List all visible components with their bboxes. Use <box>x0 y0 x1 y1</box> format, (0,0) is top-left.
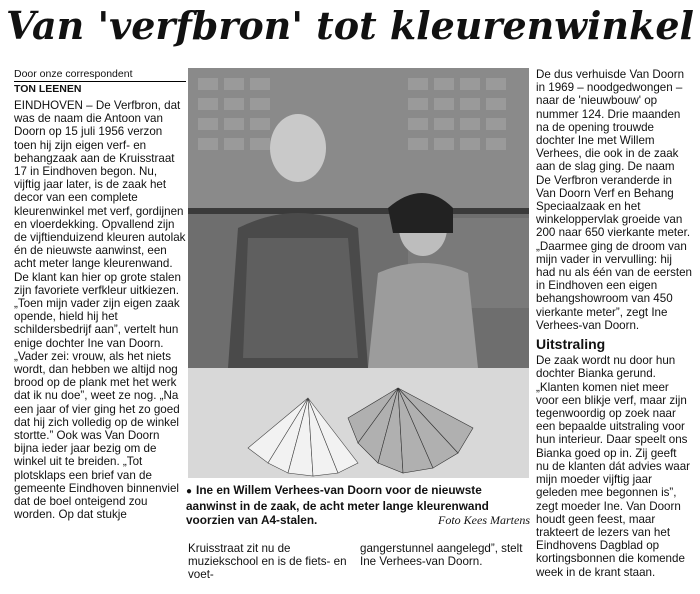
column-3-text-2: De zaak wordt nu door hun dochter Bianka gerund. „Klanten komen niet meer voor een blikje verf, maar zijn tegenwoordig op zoek naar een bepaalde uitstraling voor hun interieur. Daar speelt ons Bianka goed op in. Zij geeft nu de klanten dát advies waar mijn moeder vijftig jaar geleden mee begonnen is”, zegt moeder Ine. Van Doorn houdt geen feest, maar trakteert de lezers van het Eindhovens Dagblad op kortingsbonnen die komende week in de krant staan. <box>536 354 691 579</box>
column-2a-text: Kruisstraat zit nu de muziekschool en is de fiets- en voet- <box>188 542 347 582</box>
article-column-2a <box>188 542 348 582</box>
byline <box>14 68 186 95</box>
photo-illustration <box>188 68 529 478</box>
headline: Van 'verfbron' tot kleurenwinkel <box>6 3 694 48</box>
column-3-text: De dus verhuisde Van Doorn in 1969 – noodgedwongen – naar de 'nieuwbouw' op nummer 124. Drie maanden na de opening trouwde dochter Ine met Willem Verhees, die ook in de zaak aan de slag ging. De naam De Verfbron veranderde in Van Doorn Verf en Behang Speciaalzaak en het winkeloppervlak groeide van 200 naar 650 vierkante meter. „Daarmee ging de droom van mijn vader in vervulling: hij had nu als één van de eersten in Eindhoven een eigen behangshowroom van 450 vierkante meter”, zegt Ine Verhees-van Doorn. <box>536 68 692 332</box>
bullet-icon: ● <box>186 486 193 497</box>
byline-rule <box>14 81 186 82</box>
article-column-1 <box>14 99 186 522</box>
photo-credit: Foto Kees Martens <box>438 513 530 527</box>
subheading: Uitstraling <box>536 336 606 353</box>
author-name: TON LEENEN <box>14 83 82 95</box>
photo-caption <box>186 483 530 527</box>
column-1-text: EINDHOVEN – De Verfbron, dat was de naam die Antoon van Doorn op 15 juli 1956 verzon toen hij zijn eigen verf- en behangzaak aan de Kruisstraat 17 in Eindhoven begon. Nu, vijftig jaar later, is de zaak het decor van een complete kleurenwinkel met verf, gordijnen en vloerdekking. Opvallend zijn de vijftienduizend kleuren autolak én de nieuwste aanwinst, een acht meter lange kleurenwand. De klant kan hier op grote stalen zijn favoriete verfkleur uitkiezen. „Toen mijn vader zijn eigen zaak opende, hield hij het schildersbedrijf aan”, vertelt hun enige dochter Ine van Doorn. „Vader zei: vrouw, als het niets wordt, dan hebben we altijd nog brood op de plank met het werk dat ik nu doe”, weet ze nog. „Na een jaar of vier ging het zo goed dat hij zich volledig op de winkel stortte.” Ook was Van Doorn bijna ieder jaar bezig om de winkel uit te breiden. „Tot plotsklaps een brief van de gemeente Eindhoven binnenviel dat de boel onteigend zou worden. Op dat stukje <box>14 99 186 522</box>
byline-label: Door onze correspondent <box>14 68 133 80</box>
column-2b-text: gangerstunnel aangelegd”, stelt Ine Verhees-van Doorn. <box>360 542 523 569</box>
caption-text: Ine en Willem Verhees-van Doorn voor de nieuwste aanwinst in de zaak, de acht meter lange kleurenwand voorzien van A4-stalen. <box>186 483 489 527</box>
article-photo <box>188 68 529 478</box>
article-column-2b <box>360 542 530 568</box>
article-column-3 <box>536 68 692 579</box>
